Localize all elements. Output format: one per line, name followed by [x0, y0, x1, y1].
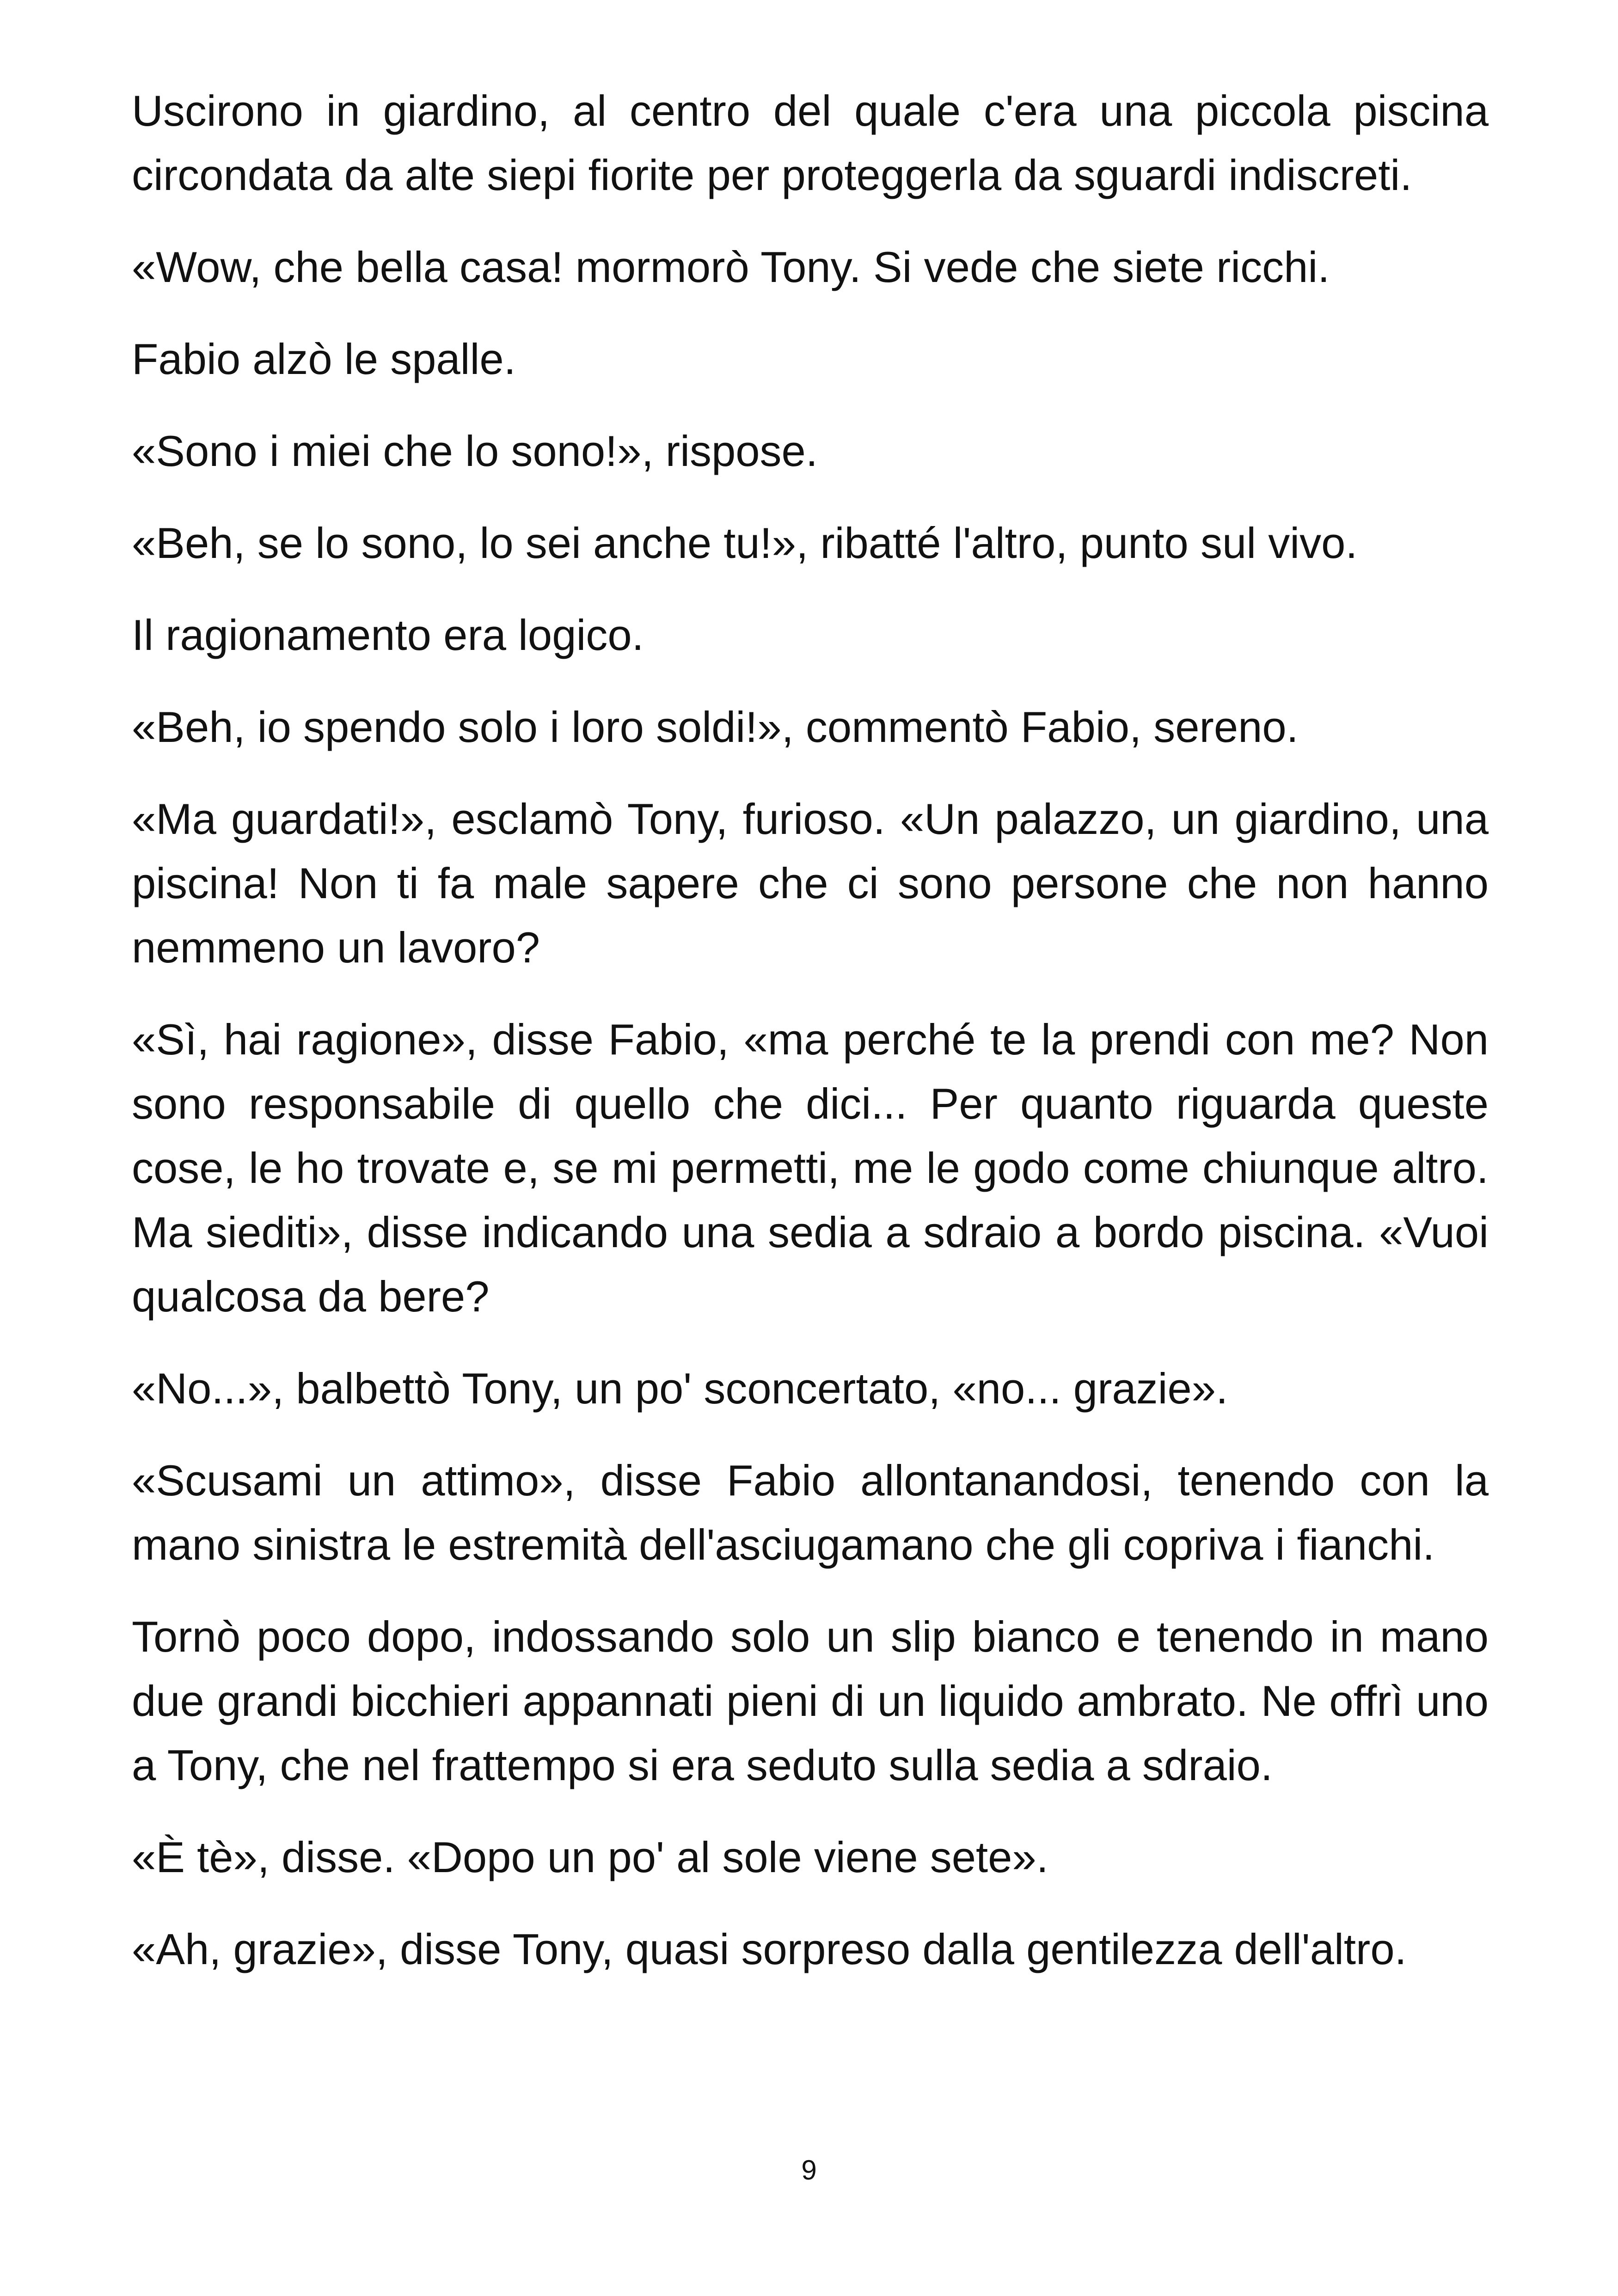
- paragraph: Fabio alzò le spalle.: [132, 335, 516, 383]
- paragraph: «Scusami un attimo», disse Fabio allontanandosi, tenendo con la mano sinistra le estremità dell'asciugamano che gli copriva i fianchi.: [132, 1456, 1489, 1569]
- paragraph: «Beh, io spendo solo i loro soldi!», commentò Fabio, sereno.: [132, 703, 1299, 751]
- paragraph: «Ah, grazie», disse Tony, quasi sorpreso dalla gentilezza dell'altro.: [132, 1925, 1407, 1973]
- paragraph: Uscirono in giardino, al centro del quale c'era una piccola piscina circondata da alte siepi fiorite per proteggerla da sguardi indiscreti.: [132, 86, 1489, 199]
- paragraph: Il ragionamento era logico.: [132, 611, 644, 659]
- paragraph: «Wow, che bella casa! mormorò Tony. Si vede che siete ricchi.: [132, 243, 1330, 291]
- paragraph: «Sì, hai ragione», disse Fabio, «ma perché te la prendi con me? Non sono responsabile di quello che dici... Per quanto riguarda queste cose, le ho trovate e, se mi permetti, me le godo come chiunque altro. Ma siediti», disse indicando una sedia a sdraio a bordo piscina. «Vuoi qualcosa da bere?: [132, 1015, 1489, 1321]
- paragraph: «Sono i miei che lo sono!», rispose.: [132, 427, 818, 475]
- body-text: [132, 79, 1489, 2009]
- paragraph: Tornò poco dopo, indossando solo un slip bianco e tenendo in mano due grandi bicchieri appannati pieni di un liquido ambrato. Ne offrì uno a Tony, che nel frattempo si era seduto sulla sedia a sdraio.: [132, 1612, 1489, 1789]
- paragraph: «Ma guardati!», esclamò Tony, furioso. «Un palazzo, un giardino, una piscina! Non ti fa male sapere che ci sono persone che non hanno nemmeno un lavoro?: [132, 795, 1489, 972]
- paragraph: «È tè», disse. «Dopo un po' al sole viene sete».: [132, 1833, 1048, 1881]
- paragraph: «No...», balbettò Tony, un po' sconcertato, «no... grazie».: [132, 1364, 1228, 1413]
- paragraph: «Beh, se lo sono, lo sei anche tu!», ribatté l'altro, punto sul vivo.: [132, 519, 1358, 567]
- page-number: 9: [801, 2155, 817, 2186]
